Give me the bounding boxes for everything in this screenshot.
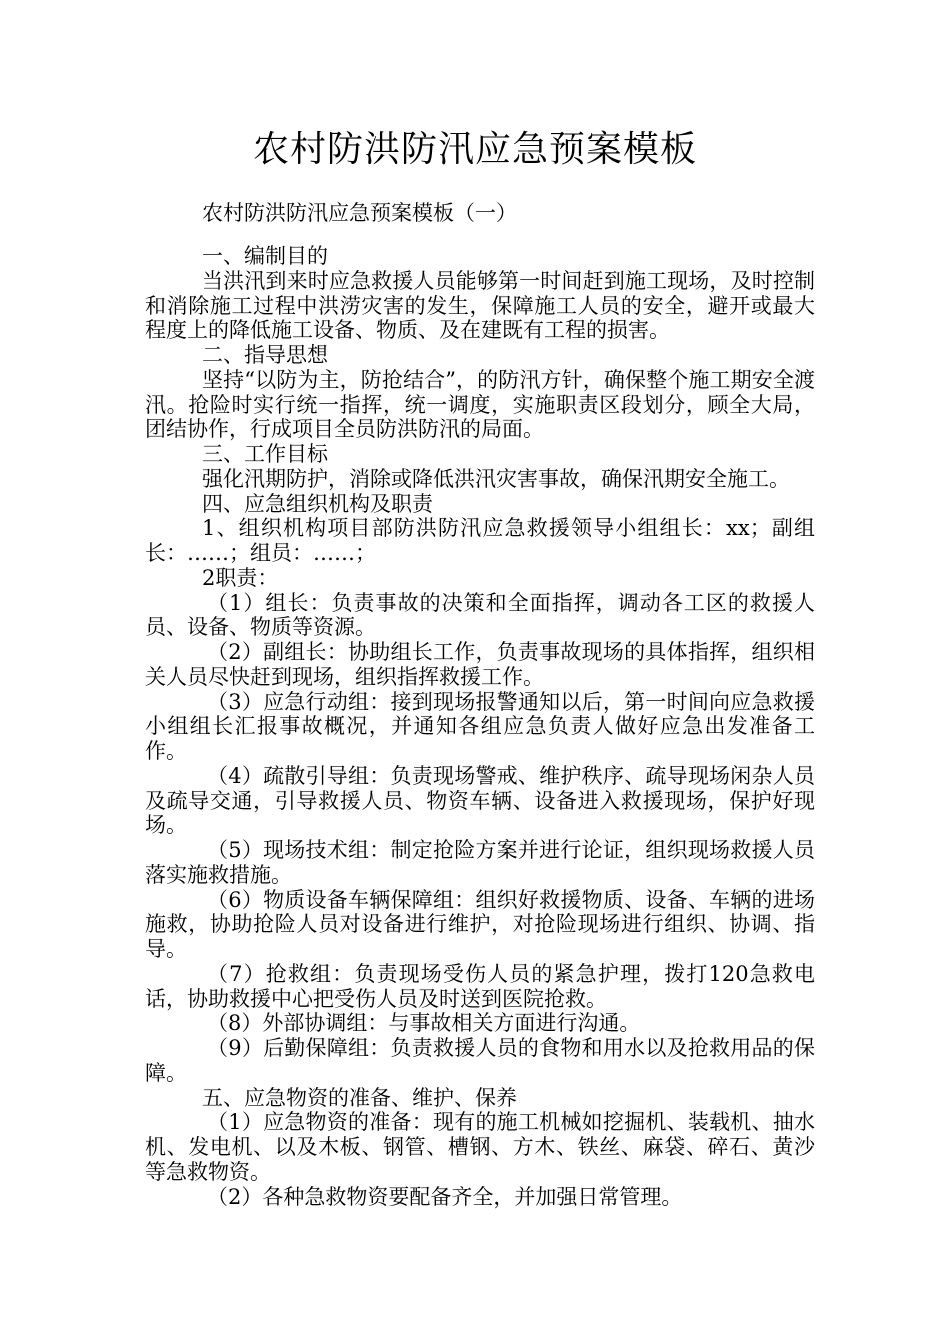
paragraph-duties-heading: 2职责： — [202, 565, 279, 590]
document-subtitle: 农村防洪防汛应急预案模板（一） — [202, 201, 517, 225]
duty-item: （6）物质设备车辆保障组：组织好救援物质、设备、车辆的进场施救，协助抢险人员对设备进行维护，对抢险现场进行组织、协调、指导。 — [145, 887, 815, 961]
duty-item: （2）副组长：协助组长工作，负责事故现场的具体指挥，组织相关人员尽快赶到现场，组织指挥救援工作。 — [145, 640, 815, 689]
paragraph-purpose: 当洪汛到来时应急救援人员能够第一时间赶到施工现场，及时控制和消除施工过程中洪涝灾害的发生，保障施工人员的安全，避开或最大程度上的降低施工设备、物质、及在建既有工程的损害。 — [145, 268, 815, 343]
paragraph-goal: 强化汛期防护，消除或降低洪汛灾害事故，确保汛期安全施工。 — [202, 466, 790, 491]
materials-item: （1）应急物资的准备：现有的施工机械如挖掘机、装载机、抽水机、发电机、以及木板、钢管、槽钢、方木、铁丝、麻袋、碎石、黄沙等急救物资。 — [145, 1110, 815, 1184]
duty-item: （7）抢救组：负责现场受伤人员的紧急护理，拨打120急救电话，协助救援中心把受伤人员及时送到医院抢救。 — [145, 961, 815, 1011]
section-heading-materials: 五、应急物资的准备、维护、保养 — [202, 1085, 517, 1110]
duty-item: （3）应急行动组：接到现场报警通知以后，第一时间向应急救援小组组长汇报事故概况，并通知各组应急负责人做好应急出发准备工作。 — [145, 689, 815, 763]
duty-item: （4）疏散引导组：负责现场警戒、维护秩序、疏导现场闲杂人员及疏导交通，引导救援人员、物资车辆、设备进入救援现场，保护好现场。 — [145, 763, 815, 838]
materials-item: （2）各种急救物资要配备齐全，并加强日常管理。 — [207, 1184, 683, 1209]
section-heading-goal: 三、工作目标 — [202, 442, 328, 466]
paragraph-guiding-idea: 坚持“以防为主，防抢结合”，的防汛方针，确保整个施工期安全渡汛。抢险时实行统一指挥，统一调度，实施职责区段划分，顾全大局，团结协作，行成项目全员防洪防汛的局面。 — [145, 367, 815, 442]
duty-item: （5）现场技术组：制定抢险方案并进行论证，组织现场救援人员落实施救措施。 — [145, 838, 815, 887]
duty-item: （9）后勤保障组：负责救援人员的食物和用水以及抢救用品的保障。 — [145, 1036, 815, 1085]
document-title: 农村防洪防汛应急预案模板 — [252, 129, 697, 170]
document-body — [145, 244, 815, 1209]
duty-item: （8）外部协调组：与事故相关方面进行沟通。 — [207, 1011, 641, 1036]
section-heading-purpose: 一、编制目的 — [202, 244, 328, 268]
paragraph-organization: 1、组织机构项目部防洪防汛应急救援领导小组组长：xx；副组长：……；组员：……； — [145, 516, 815, 565]
section-heading-guiding-idea: 二、指导思想 — [202, 343, 328, 367]
duty-item: （1）组长：负责事故的决策和全面指挥，调动各工区的救援人员、设备、物质等资源。 — [145, 590, 815, 640]
section-heading-organization: 四、应急组织机构及职责 — [202, 491, 433, 516]
